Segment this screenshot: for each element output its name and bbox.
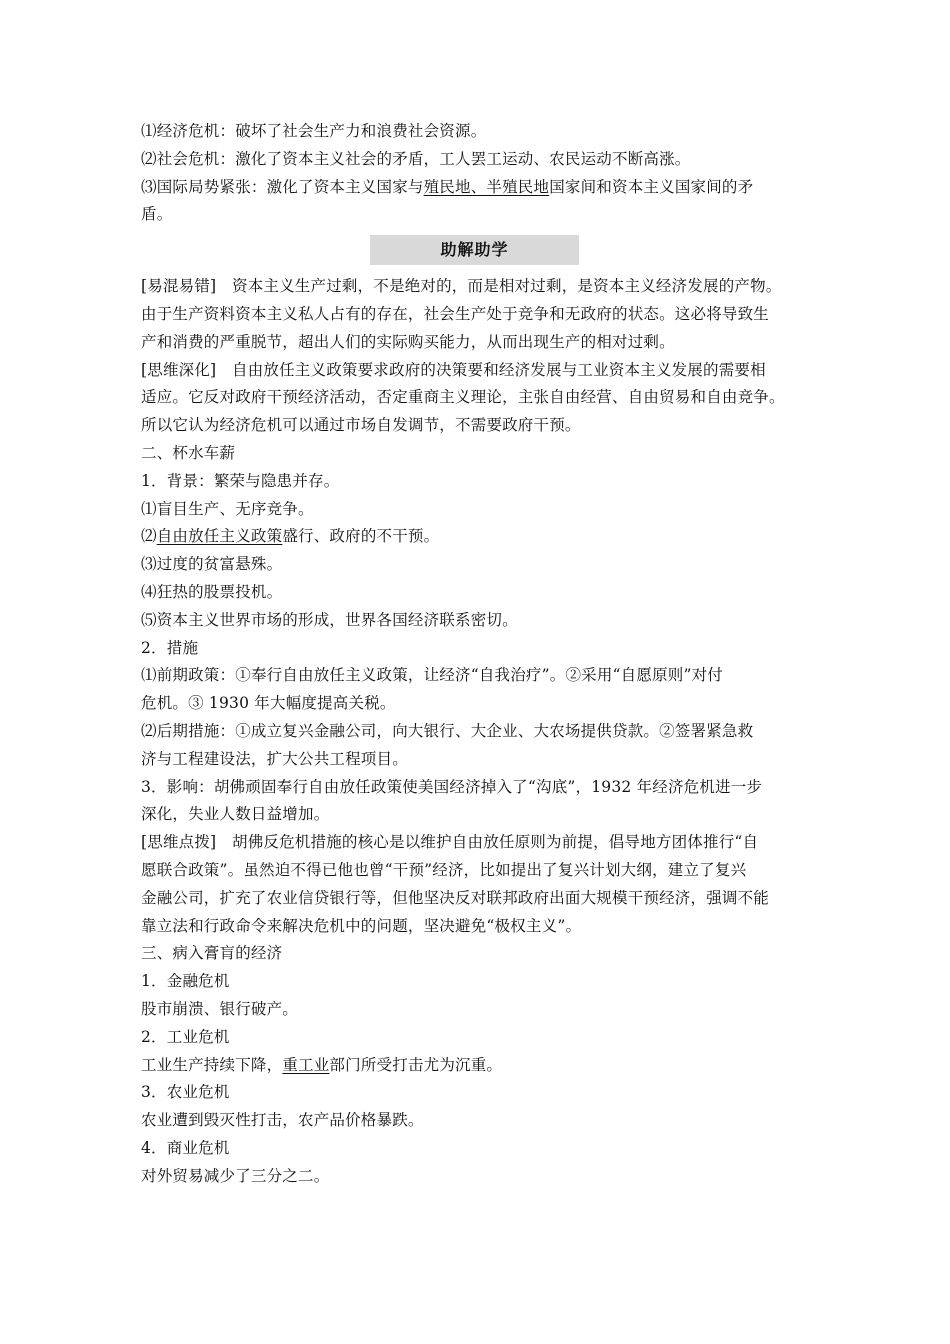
- colony-underlined: 殖民地、半殖民地: [423, 177, 550, 196]
- background-item-2: [141, 523, 831, 551]
- yihun-line-3: 产和消费的严重脱节，超出人们的实际购买能力，从而出现生产的相对过剩。: [141, 332, 675, 351]
- section-2-title: 二、杯水车薪: [141, 443, 236, 462]
- measures-early-1: ⑴前期政策：①奉行自由放任主义政策，让经济“自我治疗”。②采用“自愿原则”对付: [141, 666, 723, 685]
- section-banner-wrap: [141, 229, 831, 273]
- yihun-line-2: 由于生产资料资本主义私人占有的存在，社会生产处于竞争和无政府的状态。这必将导致生: [141, 304, 770, 323]
- intro-line-3: [141, 174, 831, 202]
- industry-text-post: 部门所受打击尤为沉重。: [329, 1055, 503, 1074]
- background-item-5: ⑸资本主义世界市场的形成，世界各国经济联系密切。: [141, 610, 518, 629]
- background-item-1: ⑴盲目生产、无序竞争。: [141, 499, 314, 518]
- laissez-faire-underlined: 自由放任主义政策: [156, 527, 283, 546]
- agriculture-heading: 3．农业危机: [141, 1083, 230, 1102]
- industry-text: [141, 1052, 831, 1080]
- measures-heading: 2．措施: [141, 638, 199, 657]
- impact-line-1: 3．影响：胡佛顽固奉行自由放任政策使美国经济掉入了“沟底”，1932 年经济危机进一步: [141, 777, 763, 796]
- background-heading: 1．背景：繁荣与隐患并存。: [141, 471, 340, 490]
- siwei2-line-4: 靠立法和行政命令来解决危机中的问题，坚决避免“极权主义”。: [141, 916, 582, 935]
- document-page: [141, 118, 831, 1190]
- yihun-line-1: [易混易错] 资本主义生产过剩，不是绝对的，而是相对过剩，是资本主义经济发展的产物。: [141, 277, 782, 296]
- intro-line-1: ⑴经济危机：破坏了社会生产力和浪费社会资源。: [141, 122, 487, 140]
- background-item-4: ⑷狂热的股票投机。: [141, 582, 283, 601]
- intro-line-2: ⑵社会危机：激化了资本主义社会的矛盾，工人罢工运动、农民运动不断高涨。: [141, 149, 691, 168]
- measures-early-2: 危机。③ 1930 年大幅度提高关税。: [141, 694, 396, 713]
- siwei1-line-1: [思维深化] 自由放任主义政策要求政府的决策要和经济发展与工业资本主义发展的需要相: [141, 360, 766, 379]
- industry-text-pre: 工业生产持续下降，: [141, 1055, 283, 1074]
- finance-text: 股市崩溃、银行破产。: [141, 999, 299, 1018]
- intro-line-3-text: ⑶国际局势紧张：激化了资本主义国家与: [141, 177, 424, 196]
- section-3-title: 三、病入膏肓的经济: [141, 944, 283, 963]
- industry-heading: 2．工业危机: [141, 1027, 230, 1046]
- siwei2-line-1: [思维点拨] 胡佛反危机措施的核心是以维护自由放任原则为前提，倡导地方团体推行“自: [141, 833, 759, 852]
- commerce-heading: 4．商业危机: [141, 1138, 230, 1157]
- commerce-text: 对外贸易减少了三分之二。: [141, 1166, 330, 1185]
- measures-late-1: ⑵后期措施：①成立复兴金融公司，向大银行、大企业、大农场提供贷款。②签署紧急救: [141, 721, 754, 740]
- heavy-industry-underlined: 重工业: [282, 1055, 330, 1074]
- measures-late-2: 济与工程建设法，扩大公共工程项目。: [141, 749, 408, 768]
- siwei1-line-3: 所以它认为经济危机可以通过市场自发调节，不需要政府干预。: [141, 416, 581, 435]
- siwei2-line-2: 愿联合政策”。虽然迫不得已他也曾“干预”经济，比如提出了复兴计划大纲，建立了复兴: [141, 860, 747, 879]
- siwei1-line-2: 适应。它反对政府干预经济活动，否定重商主义理论，主张自由经营、自由贸易和自由竞争。: [141, 388, 785, 407]
- finance-heading: 1．金融危机: [141, 972, 230, 991]
- intro-line-4: 盾。: [141, 205, 173, 224]
- siwei2-line-3: 金融公司，扩充了农业信贷银行等，但他坚决反对联邦政府出面大规模干预经济，强调不能: [141, 888, 770, 907]
- background-item-2-text: 盛行、政府的不干预。: [282, 527, 440, 546]
- agriculture-text: 农业遭到毁灭性打击，农产品价格暴跌。: [141, 1111, 424, 1130]
- background-item-2-num: ⑵: [141, 527, 157, 546]
- background-item-3: ⑶过度的贫富悬殊。: [141, 555, 283, 574]
- section-banner: 助解助学: [370, 235, 579, 265]
- impact-line-2: 深化，失业人数日益增加。: [141, 805, 330, 824]
- intro-line-3-tail: 国家间和资本主义国家间的矛: [549, 177, 754, 196]
